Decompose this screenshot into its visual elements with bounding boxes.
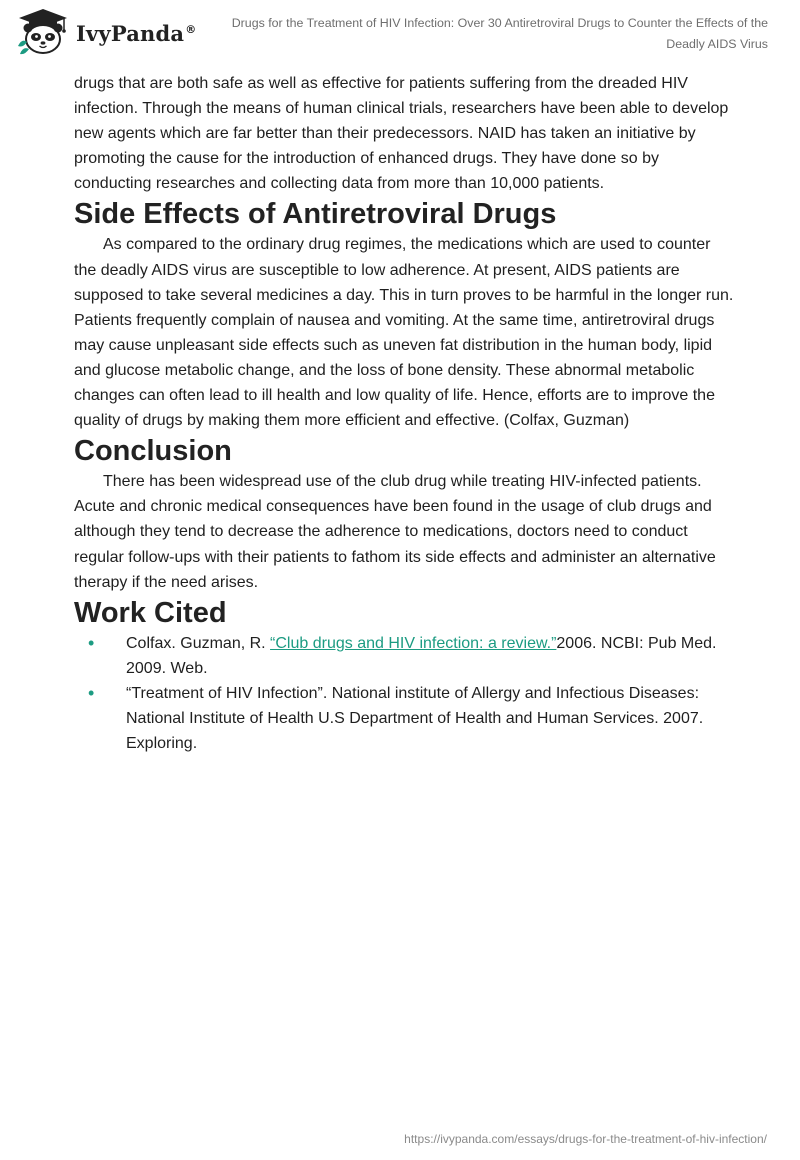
panda-graduate-icon [14, 8, 72, 56]
ivypanda-logo[interactable] [14, 8, 196, 56]
reference-prefix: “Treatment of HIV Infection”. National institute of Allergy and Infectious Diseases: National Institute of Health U.S Department of Health and Human Services. 2007. Exploring. [126, 684, 704, 753]
references-list [74, 631, 734, 756]
brand-text: IvyPanda [76, 20, 185, 46]
page-header [0, 0, 800, 70]
reference-item [74, 631, 734, 681]
reference-link[interactable]: “Club drugs and HIV infection: a review.” [270, 634, 557, 652]
footer-url[interactable]: https://ivypanda.com/essays/drugs-for-the-treatment-of-hiv-infection/ [404, 1132, 767, 1146]
registered-mark: ® [185, 22, 197, 36]
reference-suffix: 2006. NCBI: Pub Med. 2009. Web. [126, 634, 717, 677]
conclusion-heading: Conclusion [74, 435, 232, 468]
document-title: Drugs for the Treatment of HIV Infection: Over 30 Antiretroviral Drugs to Counter the Effects of the Deadly AIDS Virus [231, 16, 768, 51]
reference-prefix: Colfax. Guzman, R. [126, 634, 271, 652]
reference-item [74, 681, 734, 756]
works-cited-heading: Work Cited [74, 596, 227, 629]
side-effects-paragraph: As compared to the ordinary drug regimes, the medications which are used to counter the deadly AIDS virus are susceptible to low adherence. At present, AIDS patients are supposed to take several medicines a day. This in turn proves to be harmful in the longer run. Patients frequently complain of nausea and vomiting. At the same time, antiretroviral drugs may cause unpleasant side effects such as uneven fat distribution in the human body, lipid and glucose metabolic change, and the loss of bone density. These abnormal metabolic changes can often lead to ill health and low quality of life. Hence, efforts are to improve the quality of drugs by making them more efficient and effective. (Colfax, Guzman) [74, 236, 734, 430]
side-effects-heading: Side Effects of Antiretroviral Drugs [74, 198, 557, 231]
bullet-dot-icon: • [88, 632, 95, 653]
bullet-dot-icon: • [88, 682, 95, 703]
brand-name [76, 21, 196, 46]
conclusion-paragraph: There has been widespread use of the club drug while treating HIV-infected patients. Acute and chronic medical consequences have been found in the usage of club drugs and although they tend to decrease the adherence to medications, doctors need to conduct regular follow-ups with their patients to fathom its side effects and administer an alternative therapy if the need arises. [74, 473, 716, 591]
essay-content [74, 71, 734, 756]
intro-paragraph: drugs that are both safe as well as effective for patients suffering from the dreaded HIV infection. Through the means of human clinical trials, researchers have been able to develop new agents which are far better than their predecessors. NAID has taken an initiative by promoting the cause for the introduction of enhanced drugs. They have done so by conducting researches and collecting data from more than 10,000 patients. [74, 75, 729, 193]
